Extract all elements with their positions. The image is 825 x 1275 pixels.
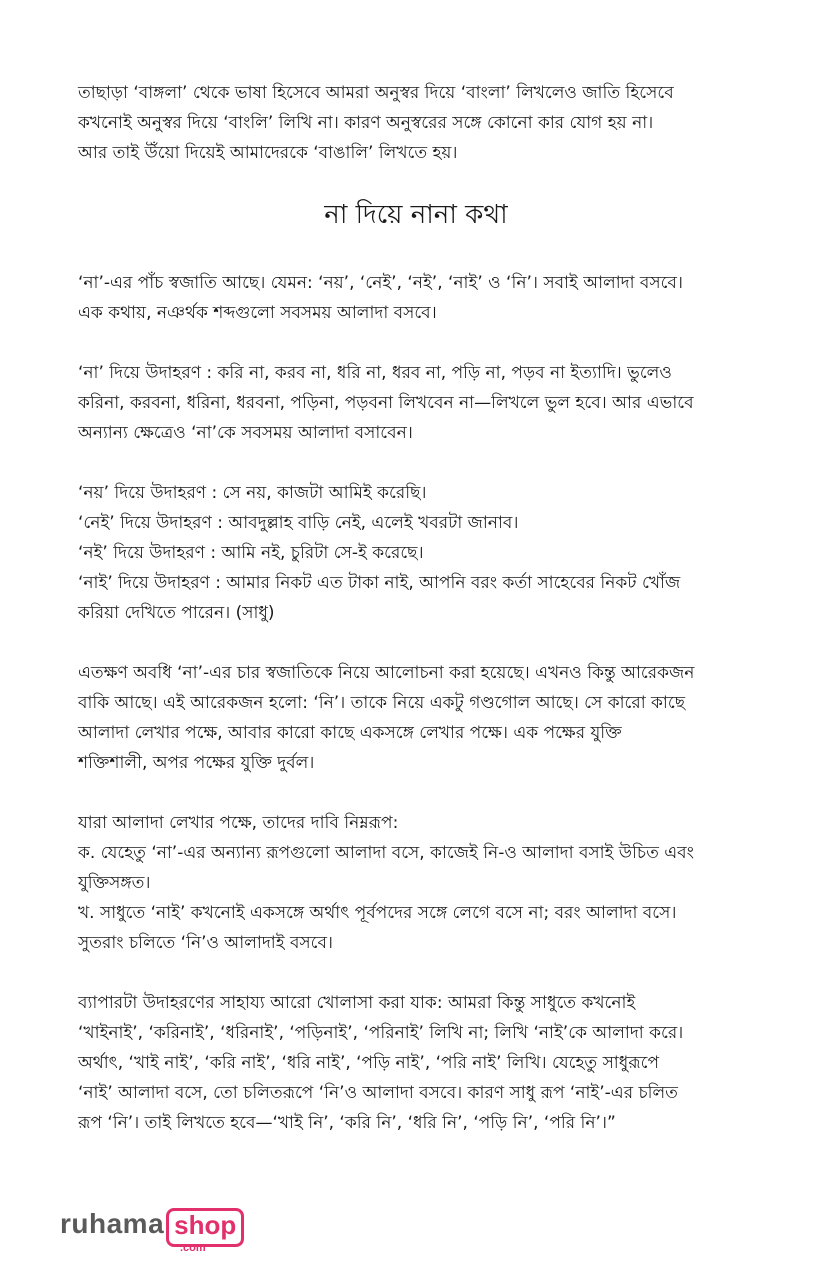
- text-line: ক. যেহেতু ‘না’-এর অন্যান্য রূপগুলো আলাদা বসে, কাজেই নি-ও আলাদা বসাই উচিত এবং: [78, 843, 694, 863]
- logo-shop-text: shop: [174, 1210, 237, 1240]
- text-line: ‘খাইনাই’, ‘করিনাই’, ‘ধরিনাই’, ‘পড়িনাই’, ‘পরিনাই’ লিখি না; লিখি ‘নাই’কে আলাদা করে।: [78, 1023, 684, 1043]
- logo-domain-text: .com: [180, 1242, 206, 1254]
- paragraph-5: [78, 988, 754, 1138]
- text-line: তাছাড়া ‘বাঙ্গলা’ থেকে ভাষা হিসেবে আমরা অনুস্বর দিয়ে ‘বাংলা’ লিখলেও জাতি হিসেবে: [78, 83, 674, 103]
- text-line: খ. সাধুতে ‘নাই’ কখনোই একসঙ্গে অর্থাৎ পূর্বপদের সঙ্গে লেগে বসে না; বরং আলাদা বসে।: [78, 903, 677, 923]
- text-line: যারা আলাদা লেখার পক্ষে, তাদের দাবি নিম্নরূপ:: [78, 813, 399, 833]
- page-content: [78, 78, 754, 1138]
- example-line: ‘নয়’ দিয়ে উদাহরণ : সে নয়, কাজটা আমিই করেছি।: [78, 483, 427, 503]
- example-line: ‘নেই’ দিয়ে উদাহরণ : আবদুল্লাহ বাড়ি নেই, এলেই খবরটা জানাব।: [78, 513, 519, 533]
- intro-paragraph: [78, 78, 754, 168]
- logo-brand-text: ruhama: [60, 1208, 165, 1239]
- text-line: আর তাই উঁয়ো দিয়েই আমাদেরকে ‘বাঙালি’ লিখতে হয়।: [78, 143, 458, 163]
- text-line: রূপ ‘নি’। তাই লিখতে হবে—‘খাই নি’, ‘করি নি’, ‘ধরি নি’, ‘পড়ি নি’, ‘পরি নি’।”: [78, 1113, 616, 1133]
- paragraph-3: [78, 658, 754, 778]
- text-line: ‘নাই’ আলাদা বসে, তো চলিতরূপে ‘নি’ও আলাদা বসবে। কারণ সাধু রূপ ‘নাই’-এর চলিত: [78, 1083, 678, 1103]
- text-line: অন্যান্য ক্ষেত্রেও ‘না’কে সবসময় আলাদা বসাবেন।: [78, 423, 413, 443]
- text-line: এতক্ষণ অবধি ‘না’-এর চার স্বজাতিকে নিয়ে আলোচনা করা হয়েছে। এখনও কিন্তু আরেকজন: [78, 663, 695, 683]
- example-line: করিয়া দেখিতে পারেন। (সাধু): [78, 603, 275, 623]
- text-line: যুক্তিসঙ্গত।: [78, 873, 151, 893]
- paragraph-4: [78, 808, 754, 958]
- text-line: ‘না’ দিয়ে উদাহরণ : করি না, করব না, ধরি না, ধরব না, পড়ি না, পড়ব না ইত্যাদি। ভুলেও: [78, 363, 672, 383]
- paragraph-1: [78, 268, 754, 328]
- text-line: শক্তিশালী, অপর পক্ষের যুক্তি দুর্বল।: [78, 753, 315, 773]
- text-line: বাকি আছে। এই আরেকজন হলো: ‘নি’। তাকে নিয়ে একটু গণ্ডগোল আছে। সে কারো কাছে: [78, 693, 685, 713]
- text-line: কখনোই অনুস্বর দিয়ে ‘বাংলি’ লিখি না। কারণ অনুস্বরের সঙ্গে কোনো কার যোগ হয় না।: [78, 113, 654, 133]
- text-line: ‘না’-এর পাঁচ স্বজাতি আছে। যেমন: ‘নয়’, ‘নেই’, ‘নই’, ‘নাই’ ও ‘নি’। সবাই আলাদা বসবে।: [78, 273, 683, 293]
- ruhama-shop-logo: [60, 1208, 244, 1254]
- text-line: এক কথায়, নঞর্থক শব্দগুলো সবসময় আলাদা বসবে।: [78, 303, 437, 323]
- text-line: আলাদা লেখার পক্ষে, আবার কারো কাছে একসঙ্গে লেখার পক্ষে। এক পক্ষের যুক্তি: [78, 723, 622, 743]
- example-line: ‘নই’ দিয়ে উদাহরণ : আমি নই, চুরিটা সে-ই করেছে।: [78, 543, 424, 563]
- paragraph-2: [78, 358, 754, 448]
- examples-block: [78, 478, 754, 628]
- text-line: সুতরাং চলিতে ‘নি’ও আলাদাই বসবে।: [78, 933, 334, 953]
- text-line: করিনা, করবনা, ধরিনা, ধরবনা, পড়িনা, পড়বনা লিখবেন না—লিখলে ভুল হবে। আর এভাবে: [78, 393, 694, 413]
- text-line: অর্থাৎ, ‘খাই নাই’, ‘করি নাই’, ‘ধরি নাই’, ‘পড়ি নাই’, ‘পরি নাই’ লিখি। যেহেতু সাধুরূপে: [78, 1053, 660, 1073]
- section-heading: না দিয়ে নানা কথা: [324, 200, 508, 230]
- text-line: ব্যাপারটা উদাহরণের সাহায্য আরো খোলাসা করা যাক: আমরা কিন্তু সাধুতে কখনোই: [78, 993, 636, 1013]
- example-line: ‘নাই’ দিয়ে উদাহরণ : আমার নিকট এত টাকা নাই, আপনি বরং কর্তা সাহেবের নিকট খোঁজ: [78, 573, 681, 593]
